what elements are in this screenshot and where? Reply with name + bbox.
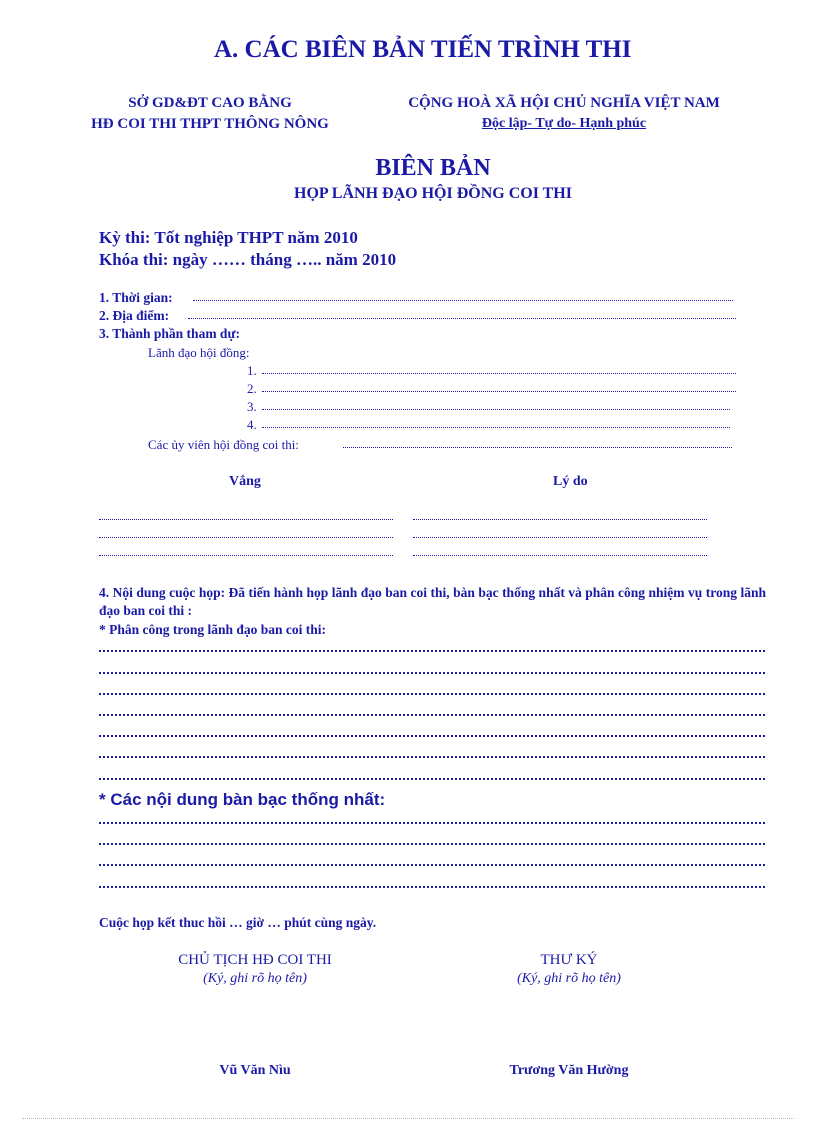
members-label: Các ủy viên hội đồng coi thi: xyxy=(148,437,299,452)
secretary-name: Trương Văn Hường xyxy=(509,1063,629,1078)
meeting-end-time: Cuộc họp kết thuc hồi … giờ … phút cùng ngày. xyxy=(99,915,377,930)
writing-line[interactable] xyxy=(99,666,765,674)
absent-name-field[interactable] xyxy=(99,533,393,538)
time-field[interactable] xyxy=(193,296,733,301)
org-name: SỞ GD&ĐT CAO BẰNG xyxy=(128,95,292,111)
absent-column-header: Vắng xyxy=(229,474,261,489)
writing-line[interactable] xyxy=(99,708,765,716)
absent-reason-field[interactable] xyxy=(413,551,707,556)
secretary-sign-note: (Ký, ghi rõ họ tên) xyxy=(517,971,621,986)
member-field[interactable] xyxy=(262,405,730,410)
time-label: 1. Thời gian: xyxy=(99,290,173,305)
absent-name-field[interactable] xyxy=(99,515,393,520)
council-name: HĐ COI THI THPT THÔNG NÔNG xyxy=(91,116,329,132)
writing-line[interactable] xyxy=(99,816,765,824)
section-title: A. CÁC BIÊN BẢN TIẾN TRÌNH THI xyxy=(214,36,632,63)
agreement-heading: * Các nội dung bàn bạc thống nhất: xyxy=(99,790,386,809)
writing-line[interactable] xyxy=(99,880,765,888)
exam-name: Kỳ thi: Tốt nghiệp THPT năm 2010 xyxy=(99,228,358,247)
chair-name: Vũ Văn Nìu xyxy=(219,1063,291,1078)
doc-title: BIÊN BẢN xyxy=(375,155,491,181)
member-number: 2. xyxy=(247,381,257,396)
writing-line[interactable] xyxy=(99,837,765,845)
member-number: 4. xyxy=(247,417,257,432)
chair-sign-note: (Ký, ghi rõ họ tên) xyxy=(203,971,307,986)
place-field[interactable] xyxy=(188,314,736,319)
assignment-heading: * Phân công trong lãnh đạo ban coi thi: xyxy=(99,622,327,637)
absent-reason-field[interactable] xyxy=(413,533,707,538)
participants-label: 3. Thành phần tham dự: xyxy=(99,326,241,341)
member-field[interactable] xyxy=(262,423,730,428)
chair-title: CHỦ TỊCH HĐ COI THI xyxy=(178,952,332,968)
member-number: 3. xyxy=(247,399,257,414)
leaders-label: Lãnh đạo hội đồng: xyxy=(148,345,250,360)
reason-column-header: Lý do xyxy=(553,474,588,489)
nation-name: CỘNG HOÀ XÃ HỘI CHỦ NGHĨA VIỆT NAM xyxy=(408,95,720,111)
writing-line[interactable] xyxy=(99,772,765,780)
meeting-content-intro: 4. Nội dung cuộc họp: Đã tiến hành họp lãnh đạo ban coi thi, bàn bạc thống nhất và phân công nhiệm vụ trong lãnh đạo ban coi thi : xyxy=(99,585,766,618)
writing-line[interactable] xyxy=(99,858,765,866)
exam-date: Khóa thi: ngày …… tháng ….. năm 2010 xyxy=(99,250,397,269)
writing-line[interactable] xyxy=(99,729,765,737)
page-edge xyxy=(22,1118,794,1119)
absent-reason-field[interactable] xyxy=(413,515,707,520)
secretary-title: THƯ KÝ xyxy=(540,952,598,968)
motto: Độc lập- Tự do- Hạnh phúc xyxy=(481,116,647,131)
member-field[interactable] xyxy=(262,387,736,392)
members-field[interactable] xyxy=(343,443,732,448)
member-number: 1. xyxy=(247,363,257,378)
writing-line[interactable] xyxy=(99,750,765,758)
doc-subtitle: HỌP LÃNH ĐẠO HỘI ĐỒNG COI THI xyxy=(294,185,572,202)
member-field[interactable] xyxy=(262,369,736,374)
absent-name-field[interactable] xyxy=(99,551,393,556)
writing-line[interactable] xyxy=(99,687,765,695)
place-label: 2. Địa điểm: xyxy=(99,308,170,323)
writing-line[interactable] xyxy=(99,644,765,652)
